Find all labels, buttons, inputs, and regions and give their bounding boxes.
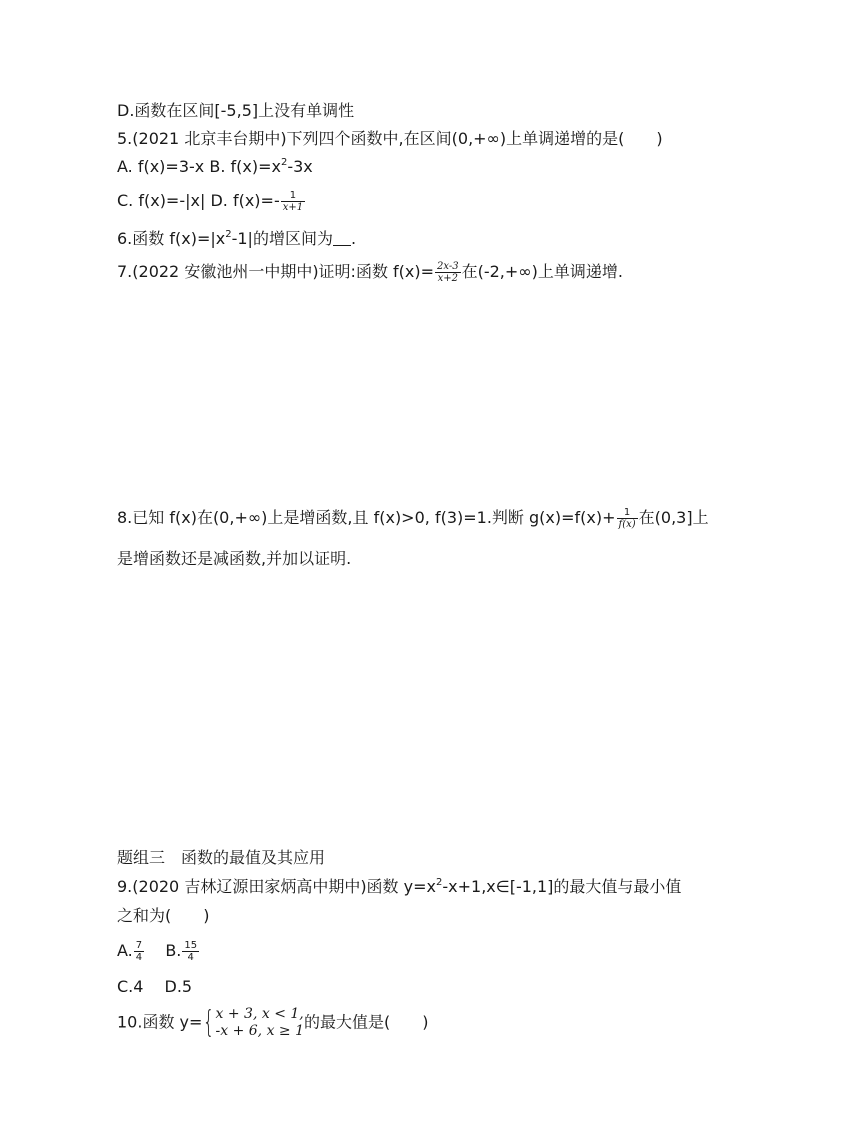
question-7: 7.(2022 安徽池州一中期中)证明:函数 f(x)= $\frac{2x-3}{x+2}$ 在(-2,+∞)上单调递增. [117, 261, 623, 284]
fraction: $\frac{2x-3}{x+2}$ [437, 261, 459, 284]
left-brace: { [203, 1005, 215, 1040]
question-5-options-cd [117, 190, 306, 213]
question-9-options-cd: C.4 D.5 [117, 977, 193, 996]
q5-option-d: D. f(x)=- $\frac{1}{x+1}$ [210, 190, 304, 213]
q9-option-a: A. $\frac{7}{4}$ [117, 940, 143, 963]
question-6: 6.函数 $f(x)=|x^2-1|$的增区间为 . [117, 229, 357, 248]
fraction: $\frac{1}{f(x)}$ [618, 507, 636, 530]
question-9-line-1: 9.(2020 吉林辽源田家炳高中期中)函数 $y=x^2-x+1,x\in[-1,1]$的最大值与最小值 [117, 877, 682, 896]
fraction: $\frac{7}{4}$ [135, 940, 143, 963]
section-title-group-3: 题组三 函数的最值及其应用 [117, 848, 326, 867]
question-10: 10.函数 y={ x + 3, x < 1, -x + 6, x ≥ 1 的最大值是( ) [117, 1005, 429, 1040]
q5-option-c: C. f(x)=-|x| [117, 191, 206, 210]
question-8-line-1: 8.已知 f(x)在(0,+∞)上是增函数,且 f(x)>0, f(3)=1.判断 g(x)=f(x)+ $\frac{1}{f(x)}$ 在(0,3]上 [117, 507, 709, 530]
q9-option-b: B. $\frac{15}{4}$ [165, 940, 198, 963]
question-8-line-2: 是增函数还是减函数,并加以证明. [117, 549, 352, 568]
fraction: $\frac{15}{4}$ [184, 940, 198, 963]
q5-option-a: A. f(x)=3-x [117, 157, 205, 176]
option-d-text: D.函数在区间[-5,5]上没有单调性 [117, 101, 355, 120]
q5-option-b: B. $f(x)=x^2-3x$ [209, 157, 313, 176]
fraction: $\frac{1}{x+1}$ [282, 190, 304, 213]
question-5-text: 5.(2021 北京丰台期中)下列四个函数中,在区间(0,+∞)上单调递增的是( ) [117, 129, 663, 148]
question-9-options-ab [117, 940, 200, 963]
question-9-line-2: 之和为( ) [117, 906, 210, 925]
answer-blank[interactable] [333, 231, 351, 246]
question-5-stem [117, 129, 663, 149]
question-5-options-ab [117, 157, 313, 177]
piecewise-cases: x + 3, x < 1, -x + 6, x ≥ 1 [215, 1006, 305, 1039]
option-d-line [117, 101, 354, 121]
